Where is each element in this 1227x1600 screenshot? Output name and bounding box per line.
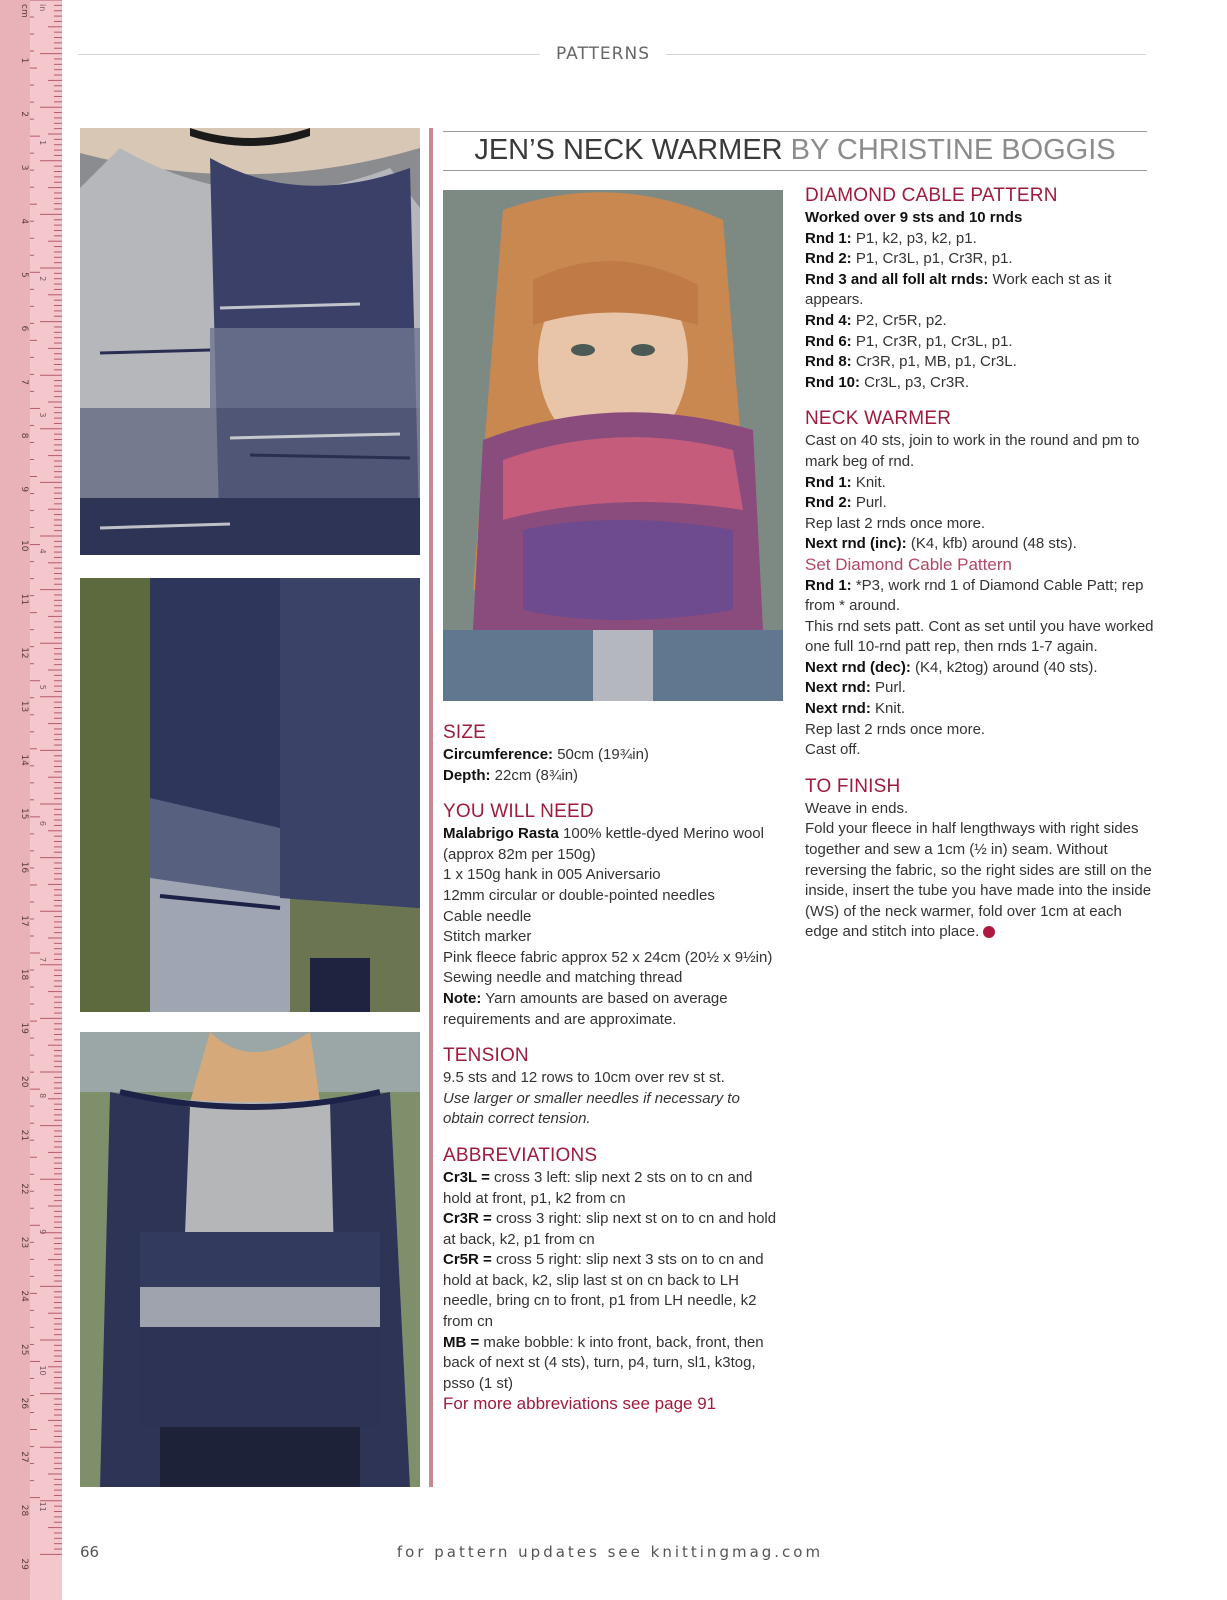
abbreviations-heading: ABBREVIATIONS (443, 1144, 598, 1166)
title-author: BY CHRISTINE BOGGIS (782, 134, 1116, 166)
title-main: JEN’S NECK WARMER (474, 134, 783, 166)
to-finish-heading: TO FINISH (805, 775, 901, 797)
right-text-column (805, 184, 1155, 943)
footer-text: for pattern updates see knittingmag.com (396, 1543, 824, 1561)
diamond-cable-heading: DIAMOND CABLE PATTERN (805, 185, 1058, 206)
ruler-inch-label: 8 (38, 1093, 47, 1099)
size-heading: SIZE (443, 722, 487, 743)
tension-text: 9.5 sts and 12 rows to 10cm over rev st st. (443, 1069, 725, 1087)
more-abbreviations-link[interactable]: For more abbreviations see page 91 (443, 1394, 717, 1414)
photo-model-neck-warmer (443, 190, 783, 701)
column-divider (429, 128, 433, 1487)
instruction: This rnd sets patt. Cont as set until you have worked one full 10-rnd patt rep, then rnds 1-7 again. (805, 617, 1154, 656)
abbreviation-item: Cr3L = cross 3 left: slip next 2 sts on to cn and hold at front, p1, k2 from cn (443, 1168, 753, 1207)
need-item: Cable needle (443, 907, 532, 925)
pattern-row: Next rnd: Purl. (805, 679, 906, 697)
ruler-cm-label: 22 (19, 1183, 29, 1195)
article-title (443, 134, 1147, 167)
instruction: Cast off. (805, 741, 861, 759)
model-neck-warmer-image (443, 190, 783, 701)
photo-sweater-front (80, 128, 420, 555)
ruler-cm-label: 26 (19, 1397, 29, 1410)
set-pattern-subheading: Set Diamond Cable Pattern (805, 554, 1012, 574)
pattern-row: Rnd 2: P1, Cr3L, p1, Cr3R, p1. (805, 250, 1013, 268)
ruler-inch-label: 7 (38, 957, 47, 963)
need-item: 12mm circular or double-pointed needles (443, 886, 715, 904)
tension-heading: TENSION (443, 1045, 529, 1067)
ruler-cm-label: 5 (19, 272, 29, 278)
ruler-cm-label: 9 (19, 486, 29, 493)
ruler-inch-label: 9 (38, 1229, 47, 1235)
ruler-cm-label: 14 (19, 754, 29, 766)
pattern-row: Rnd 10: Cr3L, p3, Cr3R. (805, 373, 970, 391)
sweater-back-image (80, 1032, 420, 1487)
header-rule-left (78, 54, 540, 55)
pattern-row: Rnd 1: *P3, work rnd 1 of Diamond Cable Patt; rep from * around. (805, 576, 1144, 615)
measuring-ruler (0, 0, 62, 1600)
pattern-row: Rnd 8: Cr3R, p1, MB, p1, Cr3L. (805, 353, 1017, 371)
abbreviation-item: Cr5R = cross 5 right: slip next 3 sts on to cn and hold at back, k2, slip last st on cn back to LH needle, bring cn to front, p1 from LH needle, k2 from cn (443, 1251, 764, 1331)
you-will-need-heading: YOU WILL NEED (443, 801, 594, 823)
ruler-cm-label: 23 (19, 1236, 29, 1249)
ruler-inch-label: 4 (38, 548, 47, 554)
neck-warmer-intro: Cast on 40 sts, join to work in the round and pm to mark beg of rnd. (805, 432, 1140, 470)
ruler-markings (0, 0, 62, 1600)
page-number: 66 (80, 1543, 100, 1561)
pattern-row: Rnd 2: Purl. (805, 494, 887, 512)
end-mark-icon (983, 926, 995, 938)
title-rule-top (443, 131, 1147, 132)
ruler-cm-label: 6 (19, 325, 29, 332)
ruler-cm-label: 15 (19, 808, 29, 820)
section-label: PATTERNS (555, 44, 650, 64)
ruler-inch-label: 11 (38, 1501, 47, 1512)
middle-text-column (443, 721, 783, 1415)
ruler-inch-label: in (38, 4, 47, 12)
instruction: Rep last 2 rnds once more. (805, 514, 986, 532)
pattern-row: Next rnd (inc): (K4, kfb) around (48 sts). (805, 535, 1077, 553)
ruler-cm-label: 21 (19, 1129, 29, 1142)
ruler-inch-label: 6 (38, 820, 47, 826)
pattern-row: Rnd 3 and all foll alt rnds: Work each st as it appears. (805, 270, 1112, 309)
ruler-cm-label: 20 (19, 1076, 29, 1088)
abbreviation-item: MB = make bobble: k into front, back, front, then back of next st (4 sts), turn, p4, turn, sl1, k3tog, psso (1 st) (443, 1333, 764, 1392)
ruler-cm-label: 28 (19, 1504, 29, 1517)
pattern-row: Next rnd: Knit. (805, 700, 906, 718)
yarn-line: Malabrigo Rasta 100% kettle-dyed Merino wool (approx 82m per 150g) (443, 825, 764, 863)
ruler-cm-label: 7 (19, 379, 29, 385)
tension-note: Use larger or smaller needles if necessary to obtain correct tension. (443, 1089, 740, 1128)
ruler-cm-label: 17 (19, 915, 29, 927)
ruler-cm-label: 13 (19, 700, 29, 713)
ruler-inch-label: 1 (38, 140, 47, 146)
ruler-cm-label: cm (19, 4, 29, 18)
abbreviation-item: Cr3R = cross 3 right: slip next st on to cn and hold at back, k2, p1 from cn (443, 1210, 777, 1248)
ruler-cm-label: 16 (19, 861, 29, 874)
ruler-inch-label: 10 (38, 1365, 47, 1376)
size-depth: Depth: 22cm (8¾in) (443, 766, 579, 784)
finish-text: Fold your fleece in half lengthways with right sides together and sew a 1cm (½ in) seam. Without reversing the fabric, so the right sides are still on the inside, insert the tube you have made into the inside (WS) of the neck warmer, fold over 1cm at each edge and stitch into place. (805, 820, 1152, 941)
ruler-cm-label: 10 (19, 540, 29, 552)
ruler-cm-label: 29 (19, 1558, 29, 1570)
ruler-cm-label: 1 (19, 57, 29, 64)
sweater-front-image (80, 128, 420, 555)
diamond-cable-subtitle: Worked over 9 sts and 10 rnds (805, 209, 1023, 226)
pattern-row: Rnd 1: P1, k2, p3, k2, p1. (805, 229, 977, 247)
neck-warmer-heading: NECK WARMER (805, 408, 952, 430)
ruler-cm-label: 11 (19, 593, 29, 606)
ruler-inch-label: 2 (38, 276, 47, 282)
ruler-cm-label: 3 (19, 164, 29, 171)
title-rule-bottom (443, 170, 1147, 171)
pattern-row: Rnd 6: P1, Cr3R, p1, Cr3L, p1. (805, 332, 1013, 350)
ruler-cm-label: 8 (19, 432, 29, 439)
ruler-inch-label: 3 (38, 412, 47, 418)
need-item: 1 x 150g hank in 005 Aniversario (443, 866, 661, 884)
pattern-row: Rnd 4: P2, Cr5R, p2. (805, 311, 947, 329)
ruler-inch-label: 5 (38, 684, 47, 690)
size-circumference: Circumference: 50cm (19¾in) (443, 746, 649, 763)
ruler-cm-label: 18 (19, 968, 29, 981)
need-item: Stitch marker (443, 928, 532, 946)
ruler-cm-label: 19 (19, 1022, 29, 1034)
ruler-cm-label: 4 (19, 218, 29, 225)
ruler-cm-label: 12 (19, 647, 29, 659)
pattern-row: Next rnd (dec): (K4, k2tog) around (40 sts). (805, 658, 1098, 676)
need-item: Pink fleece fabric approx 52 x 24cm (20½ x 9½in) (443, 948, 773, 966)
ruler-cm-label: 24 (19, 1290, 29, 1302)
finish-line: Weave in ends. (805, 799, 909, 817)
header-rule-right (666, 54, 1146, 55)
ruler-cm-label: 25 (19, 1344, 29, 1356)
instruction: Rep last 2 rnds once more. (805, 720, 986, 738)
need-note: Note: Yarn amounts are based on average requirements and are approximate. (443, 989, 728, 1028)
ruler-cm-label: 2 (19, 111, 29, 117)
photo-sweater-sleeve (80, 578, 420, 1012)
photo-sweater-back (80, 1032, 420, 1487)
ruler-cm-label: 27 (19, 1451, 29, 1463)
need-item: Sewing needle and matching thread (443, 969, 683, 987)
pattern-row: Rnd 1: Knit. (805, 473, 886, 491)
sweater-sleeve-image (80, 578, 420, 1012)
